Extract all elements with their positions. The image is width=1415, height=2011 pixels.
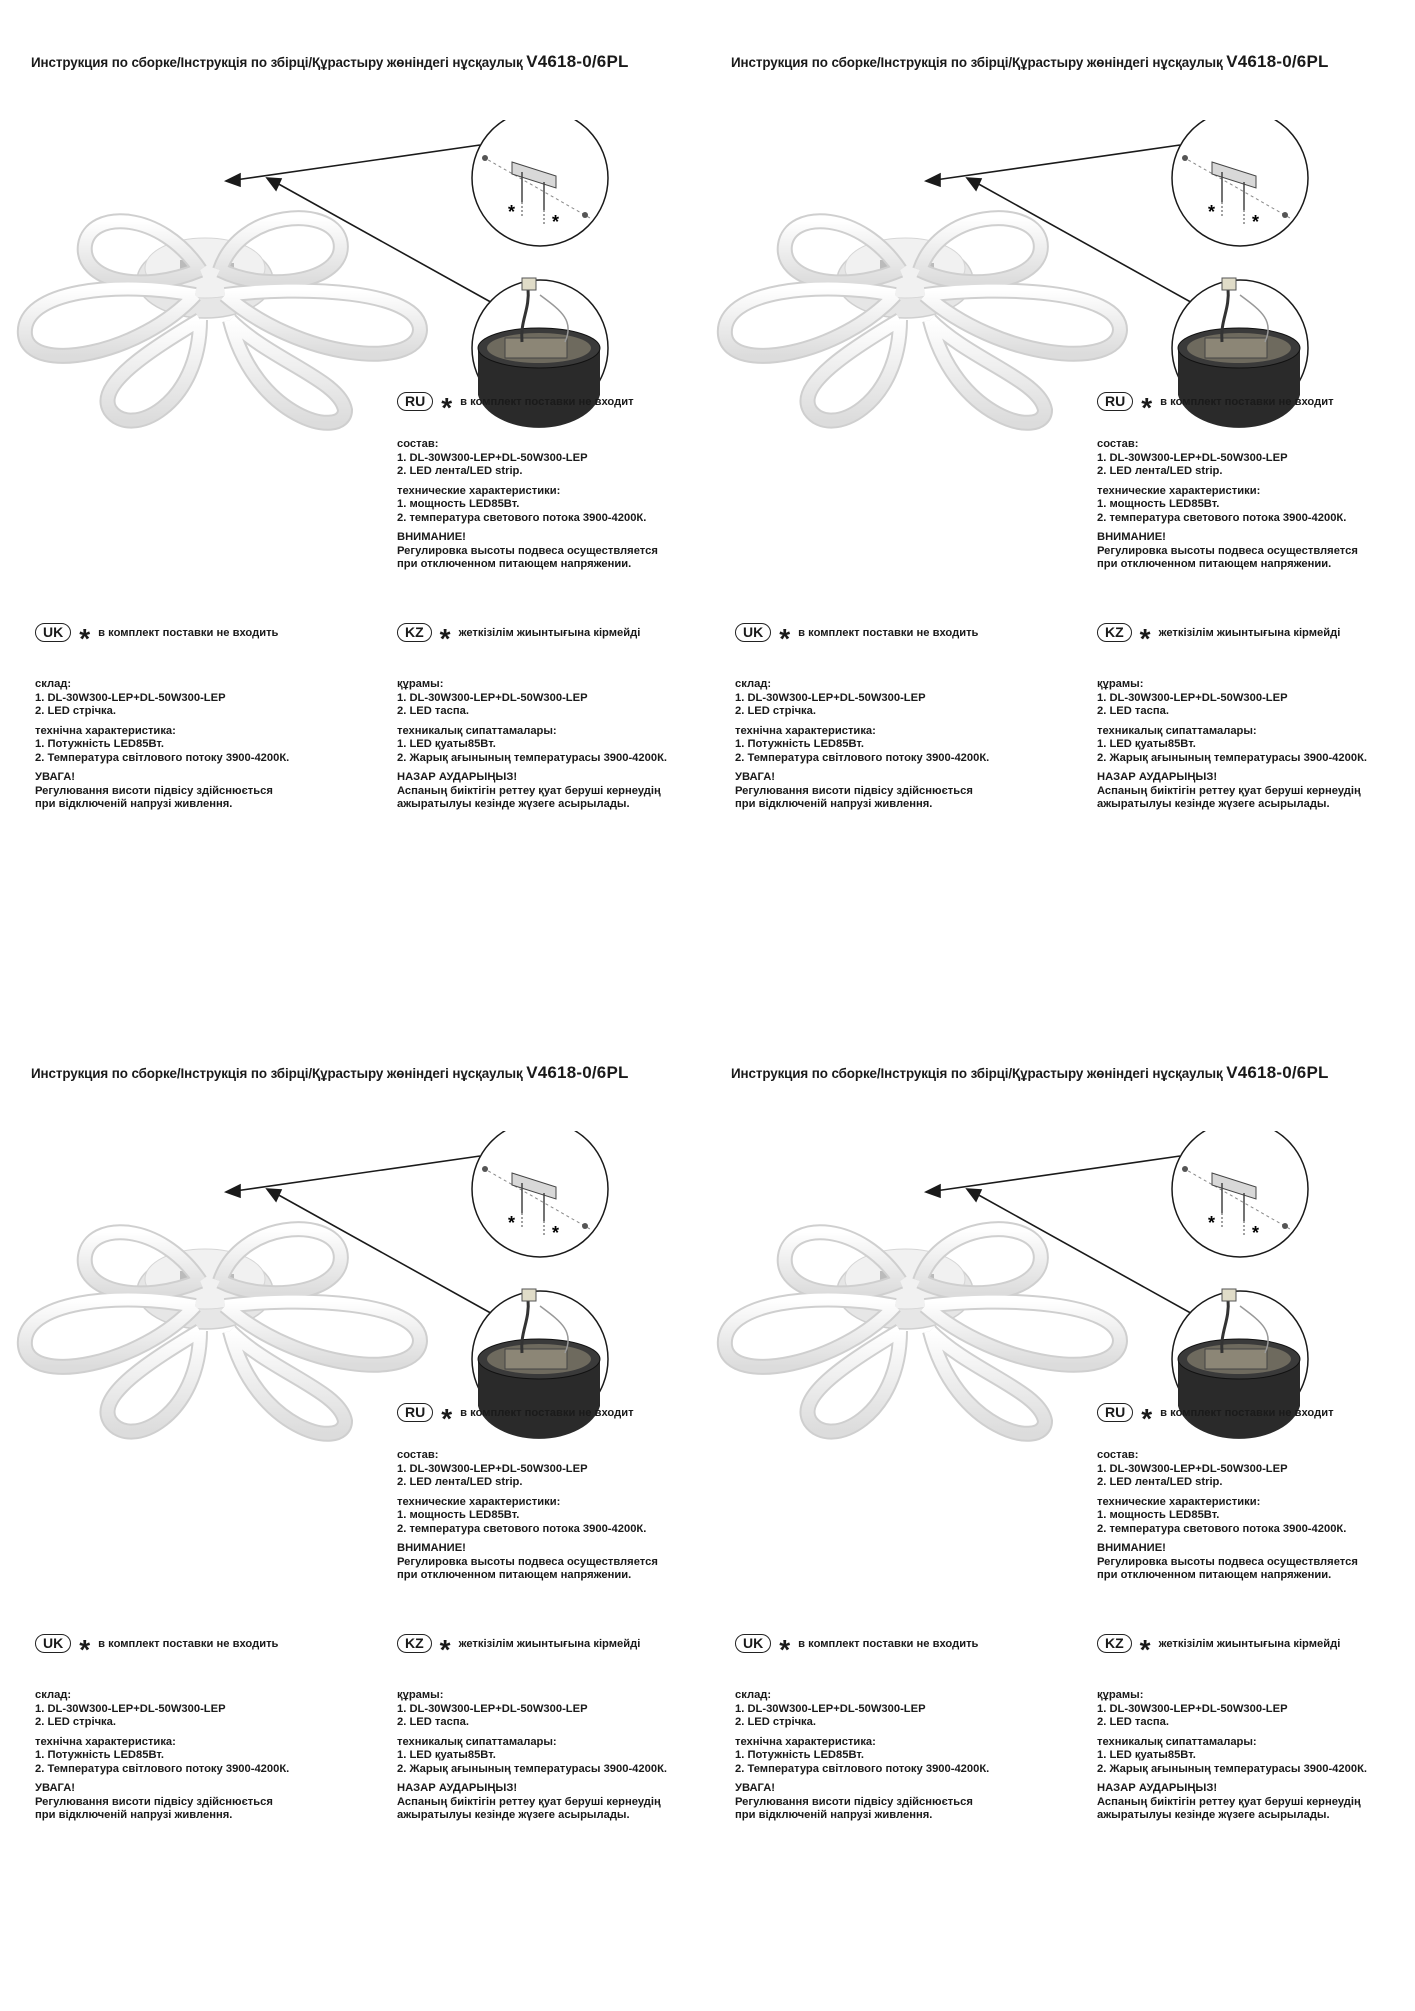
bracket-detail	[1172, 120, 1308, 246]
kz-composition-1: 1. DL-30W300-LEP+DL-50W300-LEP	[397, 1702, 588, 1715]
ru-warning-heading: ВНИМАНИЕ!	[1097, 531, 1166, 543]
lamp-illustration	[0, 120, 700, 480]
uk-header	[735, 622, 979, 654]
kz-badge: KZ	[397, 623, 432, 642]
kz-warning-1: Аспаның биіктігін реттеу қуат беруші кернеудің	[397, 1795, 661, 1808]
uk-composition-heading: склад:	[35, 678, 72, 690]
ru-composition-1: 1. DL-30W300-LEP+DL-50W300-LEP	[397, 1462, 588, 1475]
uk-specs-2: 2. Температура світлового потоку 3900-4200К.	[735, 1762, 990, 1775]
kz-warning-heading: НАЗАР АУДАРЫҢЫЗ!	[397, 1782, 518, 1794]
lamp-illustration	[700, 1131, 1400, 1491]
lamp-rings	[725, 1229, 1120, 1434]
uk-composition-2: 2. LED стрічка.	[35, 1716, 116, 1728]
ru-specs-1: 1. мощность LED85Вт.	[397, 1509, 520, 1521]
uk-header	[735, 1633, 979, 1665]
uk-specs-1: 1. Потужність LED85Вт.	[735, 1749, 864, 1761]
kz-header	[1097, 1633, 1341, 1665]
uk-composition-1: 1. DL-30W300-LEP+DL-50W300-LEP	[735, 1702, 926, 1715]
sheet-title	[731, 1063, 1329, 1083]
kz-header	[397, 1633, 641, 1665]
kz-composition-2: 2. LED таспа.	[1097, 705, 1169, 717]
ru-note: в комплект поставки не входит	[1160, 395, 1334, 408]
ru-specs-heading: технические характеристики:	[1097, 1495, 1261, 1508]
uk-header	[35, 622, 279, 654]
kz-asterisk: *	[439, 1633, 451, 1665]
ru-composition-1: 1. DL-30W300-LEP+DL-50W300-LEP	[1097, 451, 1288, 464]
uk-asterisk: *	[779, 1633, 791, 1665]
ru-warning-1: Регулировка высоты подвеса осуществляется	[1097, 544, 1358, 557]
uk-text	[35, 678, 289, 812]
model-number: V4618-0/6PL	[526, 1063, 629, 1082]
title-text: Инструкция по сборке/Інструкція по збірці/Құрастыру жөніндегі нұсқаулық	[31, 1066, 523, 1081]
bracket-detail	[1172, 1131, 1308, 1257]
bracket-detail	[472, 1131, 608, 1257]
uk-warning-heading: УВАГА!	[35, 771, 76, 783]
kz-header	[1097, 622, 1341, 654]
bracket-detail	[472, 120, 608, 246]
instruction-sheet	[0, 0, 700, 1000]
uk-text	[735, 1689, 989, 1823]
ru-note: в комплект поставки не входит	[460, 395, 634, 408]
ru-specs-1: 1. мощность LED85Вт.	[1097, 1509, 1220, 1521]
ru-warning-1: Регулировка высоты подвеса осуществляется	[1097, 1555, 1358, 1568]
uk-warning-2: при відключеній напрузі живлення.	[35, 1809, 233, 1821]
uk-badge: UK	[35, 623, 71, 642]
lamp-rings	[25, 218, 420, 423]
instruction-sheet	[700, 1011, 1400, 2011]
uk-composition-heading: склад:	[35, 1689, 72, 1701]
uk-asterisk: *	[779, 622, 791, 654]
uk-note: в комплект поставки не входить	[98, 626, 279, 639]
ru-specs-2: 2. температура светового потока 3900-4200К.	[397, 1522, 647, 1535]
kz-composition-heading: құрамы:	[397, 1689, 444, 1701]
uk-note: в комплект поставки не входить	[798, 1637, 979, 1650]
kz-text	[397, 678, 667, 812]
kz-composition-heading: құрамы:	[397, 678, 444, 690]
callout-mark-2: *	[1252, 212, 1260, 232]
uk-specs-heading: технічна характеристика:	[35, 1735, 176, 1748]
uk-warning-2: при відключеній напрузі живлення.	[735, 1809, 933, 1821]
kz-warning-1: Аспаның биіктігін реттеу қуат беруші кернеудің	[1097, 784, 1361, 797]
instruction-sheet	[700, 0, 1400, 1000]
title-text: Инструкция по сборке/Інструкція по збірці/Құрастыру жөніндегі нұсқаулық	[731, 55, 1223, 70]
ru-asterisk: *	[441, 1402, 453, 1434]
callout-mark-2: *	[552, 1223, 560, 1243]
kz-composition-heading: құрамы:	[1097, 678, 1144, 690]
uk-text	[35, 1689, 289, 1823]
sheet-title	[731, 52, 1329, 72]
kz-asterisk: *	[1139, 622, 1151, 654]
ru-specs-heading: технические характеристики:	[1097, 484, 1261, 497]
uk-specs-heading: технічна характеристика:	[735, 724, 876, 737]
uk-header	[35, 1633, 279, 1665]
kz-header	[397, 622, 641, 654]
uk-warning-heading: УВАГА!	[35, 1782, 76, 1794]
kz-specs-1: 1. LED қуаты85Вт.	[1097, 738, 1196, 750]
kz-composition-1: 1. DL-30W300-LEP+DL-50W300-LEP	[1097, 1702, 1288, 1715]
callout-mark-2: *	[1252, 1223, 1260, 1243]
kz-specs-heading: техникалық сипаттамалары:	[397, 1735, 557, 1748]
callout-mark-1: *	[1208, 1213, 1216, 1233]
kz-specs-2: 2. Жарық ағынының температурасы 3900-4200К.	[397, 751, 668, 764]
ru-badge: RU	[397, 1403, 433, 1422]
ru-warning-heading: ВНИМАНИЕ!	[397, 1542, 466, 1554]
ru-warning-2: при отключенном питающем напряжении.	[397, 1569, 632, 1581]
title-text: Инструкция по сборке/Інструкція по збірці/Құрастыру жөніндегі нұсқаулық	[31, 55, 523, 70]
kz-specs-2: 2. Жарық ағынының температурасы 3900-4200К.	[1097, 1762, 1368, 1775]
uk-note: в комплект поставки не входить	[798, 626, 979, 639]
ru-asterisk: *	[1141, 391, 1153, 423]
kz-asterisk: *	[439, 622, 451, 654]
ru-note: в комплект поставки не входит	[460, 1406, 634, 1419]
uk-asterisk: *	[79, 622, 91, 654]
ru-specs-heading: технические характеристики:	[397, 1495, 561, 1508]
kz-badge: KZ	[1097, 623, 1132, 642]
kz-composition-2: 2. LED таспа.	[1097, 1716, 1169, 1728]
uk-specs-1: 1. Потужність LED85Вт.	[735, 738, 864, 750]
ru-specs-2: 2. температура светового потока 3900-4200К.	[1097, 1522, 1347, 1535]
ru-warning-2: при отключенном питающем напряжении.	[1097, 1569, 1332, 1581]
kz-note: жеткізілім жиынтығына кірмейді	[1158, 626, 1341, 639]
uk-badge: UK	[35, 1634, 71, 1653]
kz-warning-heading: НАЗАР АУДАРЫҢЫЗ!	[1097, 1782, 1218, 1794]
uk-composition-heading: склад:	[735, 1689, 772, 1701]
kz-warning-1: Аспаның биіктігін реттеу қуат беруші кернеудің	[397, 784, 661, 797]
uk-warning-1: Регулювання висоти підвісу здійснюється	[35, 1795, 273, 1808]
ru-warning-1: Регулировка высоты подвеса осуществляется	[397, 1555, 658, 1568]
ru-text	[397, 1449, 658, 1583]
kz-specs-2: 2. Жарық ағынының температурасы 3900-4200К.	[1097, 751, 1368, 764]
uk-warning-1: Регулювання висоти підвісу здійснюється	[735, 1795, 973, 1808]
kz-composition-1: 1. DL-30W300-LEP+DL-50W300-LEP	[1097, 691, 1288, 704]
kz-specs-1: 1. LED қуаты85Вт.	[397, 1749, 496, 1761]
ru-badge: RU	[1097, 392, 1133, 411]
model-number: V4618-0/6PL	[1226, 52, 1329, 71]
kz-text	[397, 1689, 667, 1823]
uk-note: в комплект поставки не входить	[98, 1637, 279, 1650]
uk-asterisk: *	[79, 1633, 91, 1665]
ru-text	[1097, 438, 1358, 572]
ru-warning-heading: ВНИМАНИЕ!	[1097, 1542, 1166, 1554]
uk-composition-2: 2. LED стрічка.	[735, 1716, 816, 1728]
sheet-title	[31, 1063, 629, 1083]
instruction-sheet	[0, 1011, 700, 2011]
kz-composition-2: 2. LED таспа.	[397, 705, 469, 717]
uk-warning-1: Регулювання висоти підвісу здійснюється	[735, 784, 973, 797]
ru-text	[397, 438, 658, 572]
uk-composition-1: 1. DL-30W300-LEP+DL-50W300-LEP	[735, 691, 926, 704]
uk-warning-1: Регулювання висоти підвісу здійснюється	[35, 784, 273, 797]
uk-specs-heading: технічна характеристика:	[735, 1735, 876, 1748]
lamp-rings	[725, 218, 1120, 423]
kz-asterisk: *	[1139, 1633, 1151, 1665]
kz-warning-heading: НАЗАР АУДАРЫҢЫЗ!	[397, 771, 518, 783]
kz-note: жеткізілім жиынтығына кірмейді	[458, 626, 641, 639]
uk-composition-1: 1. DL-30W300-LEP+DL-50W300-LEP	[35, 691, 226, 704]
kz-text	[1097, 1689, 1367, 1823]
kz-warning-2: ажыратылуы кезінде жүзеге асырылады.	[1097, 1809, 1330, 1821]
callout-mark-2: *	[552, 212, 560, 232]
ru-composition-heading: состав:	[397, 1449, 439, 1461]
lamp-rings	[25, 1229, 420, 1434]
sheet-title	[31, 52, 629, 72]
ru-header	[1097, 1402, 1334, 1434]
uk-badge: UK	[735, 623, 771, 642]
kz-specs-2: 2. Жарық ағынының температурасы 3900-4200К.	[397, 1762, 668, 1775]
uk-specs-1: 1. Потужність LED85Вт.	[35, 738, 164, 750]
ru-composition-1: 1. DL-30W300-LEP+DL-50W300-LEP	[1097, 1462, 1288, 1475]
lamp-illustration	[0, 1131, 700, 1491]
lamp-illustration	[700, 120, 1400, 480]
ru-specs-2: 2. температура светового потока 3900-4200К.	[397, 511, 647, 524]
model-number: V4618-0/6PL	[526, 52, 629, 71]
callout-mark-1: *	[1208, 202, 1216, 222]
kz-specs-heading: техникалық сипаттамалары:	[1097, 1735, 1257, 1748]
uk-specs-2: 2. Температура світлового потоку 3900-4200К.	[35, 751, 290, 764]
ru-warning-2: при отключенном питающем напряжении.	[397, 558, 632, 570]
kz-specs-heading: техникалық сипаттамалары:	[397, 724, 557, 737]
uk-specs-2: 2. Температура світлового потоку 3900-4200К.	[35, 1762, 290, 1775]
kz-warning-2: ажыратылуы кезінде жүзеге асырылады.	[397, 798, 630, 810]
kz-note: жеткізілім жиынтығына кірмейді	[1158, 1637, 1341, 1650]
ru-header	[1097, 391, 1334, 423]
ru-warning-heading: ВНИМАНИЕ!	[397, 531, 466, 543]
ru-asterisk: *	[441, 391, 453, 423]
kz-composition-2: 2. LED таспа.	[397, 1716, 469, 1728]
kz-warning-2: ажыратылуы кезінде жүзеге асырылады.	[397, 1809, 630, 1821]
ru-badge: RU	[1097, 1403, 1133, 1422]
ru-note: в комплект поставки не входит	[1160, 1406, 1334, 1419]
ru-specs-1: 1. мощность LED85Вт.	[1097, 498, 1220, 510]
kz-specs-1: 1. LED қуаты85Вт.	[1097, 1749, 1196, 1761]
kz-note: жеткізілім жиынтығына кірмейді	[458, 1637, 641, 1650]
kz-composition-1: 1. DL-30W300-LEP+DL-50W300-LEP	[397, 691, 588, 704]
ru-composition-2: 2. LED лента/LED strip.	[397, 1476, 523, 1488]
ru-warning-2: при отключенном питающем напряжении.	[1097, 558, 1332, 570]
ru-composition-2: 2. LED лента/LED strip.	[397, 465, 523, 477]
title-text: Инструкция по сборке/Інструкція по збірці/Құрастыру жөніндегі нұсқаулық	[731, 1066, 1223, 1081]
kz-badge: KZ	[1097, 1634, 1132, 1653]
kz-badge: KZ	[397, 1634, 432, 1653]
callout-mark-1: *	[508, 202, 516, 222]
uk-warning-2: при відключеній напрузі живлення.	[735, 798, 933, 810]
uk-composition-1: 1. DL-30W300-LEP+DL-50W300-LEP	[35, 1702, 226, 1715]
uk-composition-2: 2. LED стрічка.	[35, 705, 116, 717]
uk-specs-1: 1. Потужність LED85Вт.	[35, 1749, 164, 1761]
kz-specs-1: 1. LED қуаты85Вт.	[397, 738, 496, 750]
callout-mark-1: *	[508, 1213, 516, 1233]
uk-badge: UK	[735, 1634, 771, 1653]
uk-warning-heading: УВАГА!	[735, 771, 776, 783]
ru-specs-heading: технические характеристики:	[397, 484, 561, 497]
ru-asterisk: *	[1141, 1402, 1153, 1434]
ru-composition-heading: состав:	[1097, 1449, 1139, 1461]
uk-text	[735, 678, 989, 812]
kz-specs-heading: техникалық сипаттамалары:	[1097, 724, 1257, 737]
uk-warning-heading: УВАГА!	[735, 1782, 776, 1794]
ru-composition-2: 2. LED лента/LED strip.	[1097, 465, 1223, 477]
ru-badge: RU	[397, 392, 433, 411]
kz-warning-heading: НАЗАР АУДАРЫҢЫЗ!	[1097, 771, 1218, 783]
ru-composition-2: 2. LED лента/LED strip.	[1097, 1476, 1223, 1488]
kz-text	[1097, 678, 1367, 812]
ru-composition-heading: состав:	[397, 438, 439, 450]
ru-specs-1: 1. мощность LED85Вт.	[397, 498, 520, 510]
ru-header	[397, 391, 634, 423]
uk-specs-2: 2. Температура світлового потоку 3900-4200К.	[735, 751, 990, 764]
uk-warning-2: при відключеній напрузі живлення.	[35, 798, 233, 810]
ru-specs-2: 2. температура светового потока 3900-4200К.	[1097, 511, 1347, 524]
kz-warning-1: Аспаның биіктігін реттеу қуат беруші кернеудің	[1097, 1795, 1361, 1808]
ru-warning-1: Регулировка высоты подвеса осуществляется	[397, 544, 658, 557]
ru-text	[1097, 1449, 1358, 1583]
ru-composition-heading: состав:	[1097, 438, 1139, 450]
ru-composition-1: 1. DL-30W300-LEP+DL-50W300-LEP	[397, 451, 588, 464]
ru-header	[397, 1402, 634, 1434]
uk-composition-heading: склад:	[735, 678, 772, 690]
uk-specs-heading: технічна характеристика:	[35, 724, 176, 737]
model-number: V4618-0/6PL	[1226, 1063, 1329, 1082]
kz-warning-2: ажыратылуы кезінде жүзеге асырылады.	[1097, 798, 1330, 810]
kz-composition-heading: құрамы:	[1097, 1689, 1144, 1701]
uk-composition-2: 2. LED стрічка.	[735, 705, 816, 717]
